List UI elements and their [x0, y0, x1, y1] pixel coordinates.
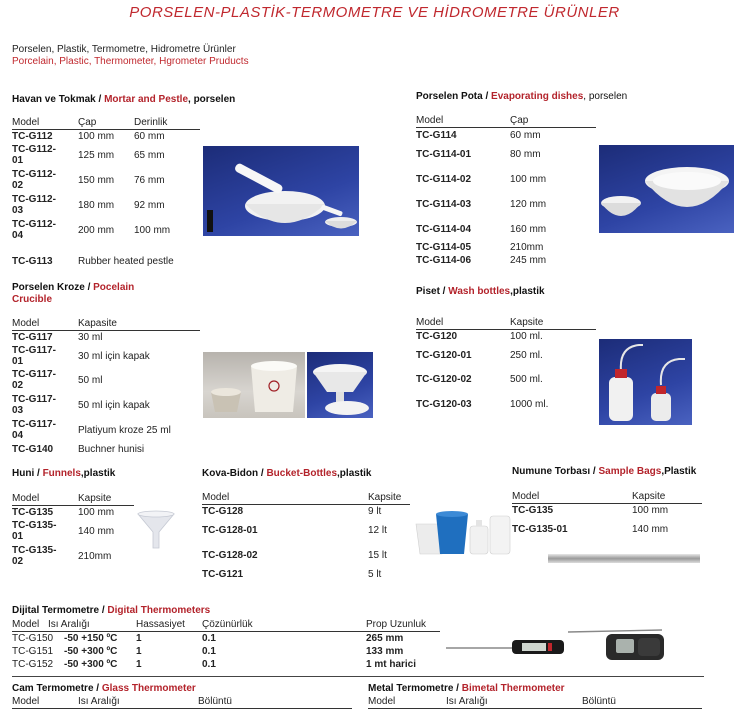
model-code-suffix: 04	[12, 230, 24, 241]
model-code: TC-G120-01	[416, 350, 472, 361]
mortar-title-en: Mortar and Pestle	[104, 94, 189, 105]
model-code: TC-G117-	[12, 345, 56, 356]
model-code: TC-G112-	[12, 144, 56, 155]
mortar-section-title	[12, 94, 235, 106]
probe-length-value: 133 mm	[366, 646, 404, 657]
table-row	[416, 224, 596, 235]
model-code: TC-G114	[416, 130, 457, 141]
model-code-suffix: 03	[12, 405, 24, 416]
bucket-title-en: Bucket-Bottles	[266, 468, 338, 479]
wash-title-tr: Piset /	[416, 286, 449, 297]
page-title: PORSELEN-PLASTİK-TERMOMETRE VE HİDROMETRE ÜRÜNLER	[129, 4, 620, 21]
model-code: TC-G152	[12, 659, 54, 670]
digital-header-probe-length: Prop Uzunluk	[366, 619, 427, 630]
model-code: TC-G128-02	[202, 550, 258, 561]
table-row	[416, 130, 596, 141]
bucket-title-tr: Kova-Bidon /	[202, 468, 267, 479]
digital-title-tr: Dijital Termometre /	[12, 605, 108, 616]
digital-header-accuracy: Hassasiyet	[136, 619, 185, 630]
model-code: TC-G117-	[12, 394, 56, 405]
model-code: TC-G114-01	[416, 149, 472, 160]
mortar-header-diameter: Çap	[78, 117, 97, 128]
diameter-value: 200 mm	[78, 225, 115, 236]
digital-header-range: Isı Aralığı	[48, 619, 90, 630]
capacity-value: 1000 ml.	[510, 399, 549, 410]
metal-section-title	[368, 683, 565, 695]
table-row	[416, 199, 596, 210]
funnels-header-capacity: Kapsite	[78, 493, 112, 504]
probe-length-value: 265 mm	[366, 633, 404, 644]
resolution-value: 0.1	[202, 633, 216, 644]
bags-title-en: Sample Bags	[598, 466, 662, 477]
wash-title-en: Wash bottles	[448, 286, 511, 297]
model-code: TC-G114-03	[416, 199, 472, 210]
mortar-pestle-photo	[203, 146, 359, 236]
metal-title-tr: Metal Termometre /	[368, 683, 462, 694]
bucket-title-suffix: ,plastik	[337, 468, 372, 479]
wash-header-model: Model	[416, 317, 444, 328]
table-row	[12, 545, 134, 567]
range-value: -50 +300 ºC	[64, 659, 118, 670]
capacity-value: 500 ml.	[510, 374, 543, 385]
capacity-value: 15 lt	[368, 550, 387, 561]
table-row	[416, 242, 596, 253]
capacity-value: 5 lt	[368, 569, 382, 580]
diameter-value: 120 mm	[510, 199, 547, 210]
metal-table-header	[368, 696, 702, 709]
size-value: 140 mm	[632, 524, 669, 535]
diameter-value: 80 mm	[510, 149, 541, 160]
mortar-title-suffix: , porselen	[188, 94, 236, 105]
model-code: TC-G113	[12, 256, 53, 267]
wash-section-title	[416, 286, 545, 298]
depth-value: 60 mm	[134, 131, 165, 142]
table-row	[512, 524, 702, 535]
mortar-title-tr: Havan ve Tokmak /	[12, 94, 105, 105]
table-row	[12, 659, 440, 670]
digital-title-en: Digital Thermometers	[107, 605, 211, 616]
table-row	[12, 394, 200, 416]
capacity-value: 9 lt	[368, 506, 382, 517]
model-code: TC-G120	[416, 331, 458, 342]
model-code: TC-G117-	[12, 419, 56, 430]
capacity-value: 30 ml için kapak	[78, 351, 150, 362]
crucible-section-title	[12, 282, 134, 306]
model-code: TC-G121	[202, 569, 244, 580]
wash-table-header	[416, 317, 596, 330]
bags-title-suffix: ,Plastik	[661, 466, 697, 477]
table-row	[416, 350, 596, 361]
table-row	[12, 131, 200, 142]
table-row	[12, 144, 200, 166]
table-row	[12, 507, 134, 518]
bucket-table-header	[202, 492, 410, 505]
diameter-value: 180 mm	[78, 200, 115, 211]
digital-header-resolution: Çözünürlük	[202, 619, 253, 630]
evap-title-suffix: , porselen	[583, 91, 628, 102]
resolution-value: 0.1	[202, 646, 216, 657]
funnels-header-model: Model	[12, 493, 40, 504]
model-code: TC-G114-04	[416, 224, 472, 235]
diameter-value: 160 mm	[510, 224, 547, 235]
table-row	[202, 569, 410, 580]
crucible-header-model: Model	[12, 318, 40, 329]
capacity-value: 30 ml	[78, 332, 103, 343]
model-code-suffix: 02	[12, 380, 24, 391]
diameter-value: 150 mm	[78, 175, 115, 186]
section-divider	[12, 676, 704, 677]
evaporating-dish-photo	[599, 145, 734, 233]
model-code: TC-G112-	[12, 194, 56, 205]
size-value: 100 mm	[632, 505, 669, 516]
depth-value: 65 mm	[134, 150, 165, 161]
evap-title-en: Evaporating dishes	[491, 91, 584, 102]
diameter-value: 100 mm	[78, 131, 115, 142]
sample-bag-photo	[548, 554, 700, 563]
mortar-header-model: Model	[12, 117, 40, 128]
funnels-title-en: Funnels	[42, 468, 81, 479]
crucible-title-en2: Crucible	[12, 294, 53, 305]
model-code-suffix: 03	[12, 205, 24, 216]
digital-table-header	[12, 619, 440, 632]
bucket-header-capacity: Kapsite	[368, 492, 402, 503]
resolution-value: 0.1	[202, 659, 216, 670]
bags-title-tr: Numune Torbası /	[512, 466, 599, 477]
model-code: TC-G135	[12, 507, 54, 518]
mortar-header-depth: Derinlik	[134, 117, 168, 128]
bucket-photo	[414, 510, 512, 558]
crucible-table-header	[12, 318, 200, 331]
mortar-table-header	[12, 117, 200, 130]
model-code: TC-G112-	[12, 169, 56, 180]
bags-header-capacity: Kapsite	[632, 491, 666, 502]
model-code-suffix: 02	[12, 180, 24, 191]
digital-section-title	[12, 605, 210, 617]
table-row	[12, 332, 200, 343]
glass-table-header	[12, 696, 352, 709]
capacity-value: 250 ml.	[510, 350, 543, 361]
table-row	[12, 194, 200, 216]
funnel-photo	[134, 506, 178, 550]
model-code: TC-G150	[12, 633, 54, 644]
depth-value: 76 mm	[134, 175, 165, 186]
table-row	[12, 219, 200, 241]
model-code: TC-G117	[12, 332, 53, 343]
glass-header-model: Model	[12, 696, 40, 707]
metal-header-range: Isı Aralığı	[446, 696, 488, 707]
glass-title-en: Glass Thermometer	[101, 683, 196, 694]
model-code: TC-G135-01	[512, 524, 568, 535]
model-code-suffix: 01	[12, 531, 24, 542]
capacity-value: Platiyum kroze 25 ml	[78, 425, 171, 436]
table-row	[12, 444, 200, 455]
bags-header-model: Model	[512, 491, 540, 502]
model-code-suffix: 01	[12, 356, 24, 367]
funnels-section-title	[12, 468, 115, 480]
table-row	[12, 369, 200, 391]
table-row	[12, 646, 440, 657]
model-code: TC-G114-05	[416, 242, 472, 253]
evap-section-title	[416, 91, 627, 103]
capacity-value: 12 lt	[368, 525, 387, 536]
bags-section-title	[512, 466, 696, 478]
bucket-header-model: Model	[202, 492, 230, 503]
model-code: TC-G140	[12, 444, 54, 455]
probe-thermometer-photo	[566, 626, 668, 662]
crucible-header-capacity: Kapasite	[78, 318, 117, 329]
depth-value: 92 mm	[134, 200, 165, 211]
model-code: TC-G120-03	[416, 399, 472, 410]
table-row	[12, 256, 200, 267]
accuracy-value: 1	[136, 646, 142, 657]
diameter-value: 245 mm	[510, 255, 547, 266]
funnels-table-header	[12, 493, 134, 506]
metal-title-en: Bimetal Thermometer	[461, 683, 565, 694]
bucket-section-title	[202, 468, 372, 480]
glass-header-range: Isı Aralığı	[78, 696, 120, 707]
table-row	[12, 169, 200, 191]
model-code: TC-G112-	[12, 219, 56, 230]
metal-header-division: Bölüntü	[582, 696, 616, 707]
table-row	[202, 506, 410, 517]
model-code: TC-G117-	[12, 369, 56, 380]
glass-header-division: Bölüntü	[198, 696, 232, 707]
range-value: -50 +150 ºC	[64, 633, 118, 644]
range-value: -50 +300 ºC	[64, 646, 118, 657]
diameter-value: 100 mm	[510, 174, 547, 185]
evap-title-tr: Porselen Pota /	[416, 91, 492, 102]
crucible-title-tr: Porselen Kroze /	[12, 282, 94, 293]
capacity-value: 100 ml.	[510, 331, 543, 342]
crucible-photo	[203, 352, 305, 418]
funnels-title-suffix: ,plastik	[80, 468, 116, 479]
table-row	[202, 525, 410, 536]
probe-length-value: 1 mt harici	[366, 659, 417, 670]
capacity-value: 50 ml için kapak	[78, 400, 150, 411]
bags-table-header	[512, 491, 702, 504]
description-value: Rubber heated pestle	[78, 256, 174, 267]
model-code-suffix: 04	[12, 430, 24, 441]
table-row	[12, 345, 200, 367]
wash-title-suffix: ,plastik	[510, 286, 545, 297]
evap-header-model: Model	[416, 115, 444, 126]
model-code: TC-G128-01	[202, 525, 258, 536]
capacity-value: Buchner hunisi	[78, 444, 145, 455]
accuracy-value: 1	[136, 633, 142, 644]
model-code: TC-G135-	[12, 520, 57, 531]
table-row	[416, 331, 596, 342]
crucible-title-en1: Pocelain	[93, 282, 135, 293]
table-row	[416, 374, 596, 385]
table-row	[512, 505, 702, 516]
wash-bottle-photo	[599, 339, 692, 425]
accuracy-value: 1	[136, 659, 142, 670]
glass-section-title	[12, 683, 196, 695]
size-value: 210mm	[78, 551, 112, 562]
funnels-title-tr: Huni /	[12, 468, 43, 479]
diameter-value: 210mm	[510, 242, 544, 253]
metal-header-model: Model	[368, 696, 396, 707]
model-code: TC-G135	[512, 505, 554, 516]
intro-en: Porcelain, Plastic, Thermometer, Hgrometer Pruducts	[12, 56, 249, 67]
table-row	[12, 633, 440, 644]
evap-table-header	[416, 115, 596, 128]
glass-title-tr: Cam Termometre /	[12, 683, 102, 694]
table-row	[416, 174, 596, 185]
table-row	[416, 255, 596, 266]
table-row	[202, 550, 410, 561]
size-value: 140 mm	[78, 526, 115, 537]
model-code: TC-G112	[12, 131, 53, 142]
model-code: TC-G114-02	[416, 174, 472, 185]
model-code: TC-G114-06	[416, 255, 472, 266]
digital-header-model: Model	[12, 619, 40, 630]
table-row	[12, 419, 200, 441]
diameter-value: 60 mm	[510, 130, 541, 141]
capacity-value: 50 ml	[78, 375, 103, 386]
model-code: TC-G135-	[12, 545, 57, 556]
size-value: 100 mm	[78, 507, 115, 518]
table-row	[416, 399, 596, 410]
buchner-funnel-photo	[307, 352, 373, 418]
wash-header-capacity: Kapsite	[510, 317, 544, 328]
table-row	[416, 149, 596, 160]
depth-value: 100 mm	[134, 225, 171, 236]
model-code-suffix: 01	[12, 155, 24, 166]
model-code: TC-G151	[12, 646, 54, 657]
model-code-suffix: 02	[12, 556, 24, 567]
model-code: TC-G128	[202, 506, 244, 517]
model-code: TC-G120-02	[416, 374, 472, 385]
diameter-value: 125 mm	[78, 150, 115, 161]
intro-tr: Porselen, Plastik, Termometre, Hidrometre Ürünler	[12, 44, 236, 55]
table-row	[12, 520, 134, 542]
evap-header-diameter: Çap	[510, 115, 529, 126]
digital-thermometer-photo	[444, 626, 570, 658]
